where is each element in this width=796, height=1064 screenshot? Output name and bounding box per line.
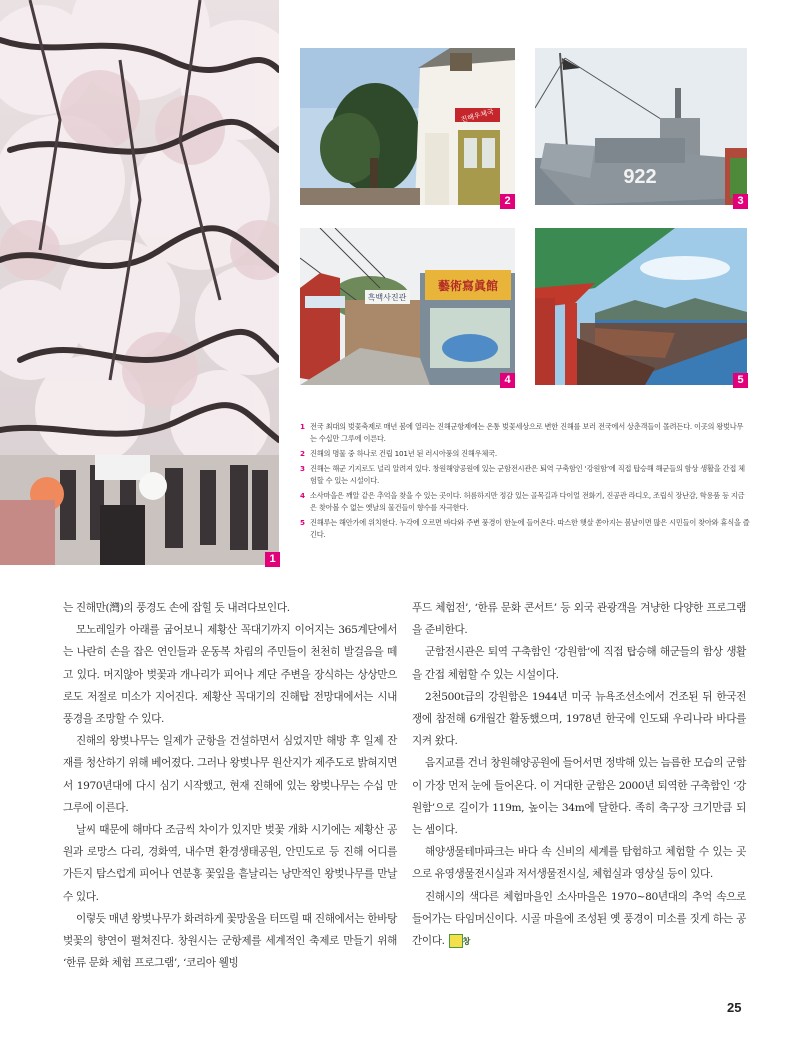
caption-text: 진해루는 해안가에 위치한다. 누각에 오르면 바다와 주변 풍경이 한눈에 들어온다. 따스한 햇살 쏟아지는 봄날이면 많은 시민들이 찾아와 휴식을 즐긴다. (310, 517, 750, 539)
photo-3-badge: 3 (733, 194, 748, 209)
photo-captions (300, 421, 750, 544)
caption-text: 소사마을은 깨알 같은 추억을 찾을 수 있는 곳이다. 허름하지만 정감 있는 골목길과 다이얼 전화기, 진공관 라디오, 조립식 장난감, 학용품 등 지금은 찾아볼 수 없는 옛날의 물건들이 향수를 자극한다. (310, 490, 745, 512)
photo-5-badge: 5 (733, 373, 748, 388)
caption-item (300, 517, 750, 541)
caption-item (300, 490, 750, 514)
sosa-sign-right: 藝術寫眞館 (437, 279, 499, 293)
caption-text: 전국 최대의 벚꽃축제로 매년 봄에 열리는 진해군항제에는 온통 벚꽃세상으로 변한 진해를 보러 전국에서 상춘객들이 몰려든다. 이곳의 왕벚나무는 수십만 그루에 이른다. (310, 422, 744, 444)
caption-number: 1 (300, 422, 305, 431)
body-paragraph: 2천500t급의 강원함은 1944년 미국 뉴욕조선소에서 건조된 뒤 한국전쟁에 참전해 6개월간 활동했으며, 1978년 한국에 인도돼 우리나라 바다를 지켜 왔다. (412, 690, 746, 748)
caption-item (300, 448, 750, 460)
caption-number: 2 (300, 449, 305, 458)
body-paragraph: 모노레일카 아래를 굽어보니 제황산 꼭대기까지 이어지는 365계단에서는 나란히 손을 잡은 연인들과 운동복 차림의 주민들이 천천히 발걸음을 떼고 있다. 머지않아 벚꽃과 개나리가 피어나 계단 주변을 장식하는 상상만으로도 저절로 미소가 지어진다. 제황산 꼭대기의 진해탑 전망대에서는 시내 풍경을 조망할 수 있다. (63, 624, 397, 726)
sosa-sign-left: 흑백사진관 (367, 293, 407, 302)
hull-number: 922 (623, 166, 657, 188)
body-paragraph: 군함전시관은 퇴역 구축함인 ‘강원함’에 직접 탑승해 해군들의 함상 생활을 간접 체험할 수 있는 시설이다. (412, 646, 746, 681)
warship-photo (535, 48, 747, 205)
photo-1-badge: 1 (265, 552, 280, 567)
caption-text: 진해의 명물 중 하나로 건립 101년 된 러시아풍의 진해우체국. (310, 449, 497, 458)
body-paragraph: 날씨 때문에 해마다 조금씩 차이가 있지만 벚꽃 개화 시기에는 제황산 공원과 로망스 다리, 경화역, 내수면 환경생태공원, 안민도로 등 진해 어디를 가든지 탐스럽게 피어나 연분홍 꽃잎을 흩날리는 낭만적인 왕벚나무를 만날 수 있다. (63, 824, 397, 903)
caption-number: 4 (300, 490, 305, 500)
body-paragraph: 푸드 체험전’, ‘한류 문화 콘서트’ 등 외국 관광객을 겨냥한 다양한 프로그램을 준비한다. (412, 602, 746, 637)
sea-view-photo (535, 228, 747, 385)
cherry-blossom-photo (0, 0, 279, 565)
post-office-photo (300, 48, 515, 205)
body-column-left (63, 597, 397, 974)
body-paragraph: 진해의 왕벚나무는 일제가 군항을 건설하면서 심었지만 해방 후 일제 잔재를 청산하기 위해 베어졌다. 그러나 왕벚나무 원산지가 제주도로 밝혀지면서 1970년대에 다시 심기 시작했고, 현재 진해에 있는 왕벚나무는 수십 만 그루에 이른다. (63, 735, 397, 814)
body-column-right (412, 597, 746, 952)
body-paragraph: 음지교를 건너 창원해양공원에 들어서면 정박해 있는 늠름한 모습의 군함이 가장 먼저 눈에 들어온다. 이 거대한 군함은 2000년 퇴역한 구축함인 ‘강원함’으로 길이가 119m, 높이는 34m에 달한다. 족히 축구장 크기만큼 되는 셈이다. (412, 757, 746, 837)
post-office-sign: 진해우체국 (459, 107, 495, 125)
page-number: 25 (727, 1000, 742, 1015)
end-mark-icon: 창 (449, 934, 463, 948)
caption-item (300, 421, 750, 445)
body-paragraph: 해양생물테마파크는 바다 속 신비의 세계를 탐험하고 체험할 수 있는 곳으로 유영생물전시실과 저서생물전시실, 체험실과 영상실 등이 있다. (412, 846, 746, 881)
sosa-village-photo (300, 228, 515, 385)
body-paragraph: 는 진해만(灣)의 풍경도 손에 잡힐 듯 내려다보인다. (63, 602, 290, 614)
caption-number: 5 (300, 517, 305, 527)
body-paragraph-text: 진해시의 색다른 체험마을인 소사마을은 1970~80년대의 추억 속으로 들어가는 타임머신이다. 시골 마을에 조성된 옛 풍경이 미소를 짓게 하는 공간이다. (412, 890, 746, 948)
photo-4-badge: 4 (500, 373, 515, 388)
body-paragraph: 이렇듯 매년 왕벚나무가 화려하게 꽃망울을 터뜨릴 때 진해에서는 한바탕 벚꽃의 향연이 펼쳐진다. 창원시는 군항제를 세계적인 축제로 만들기 위해 ‘한류 문화 체험 프로그램’, ‘코리아 웰빙 (63, 912, 397, 970)
caption-number: 3 (300, 463, 305, 473)
caption-text: 진해는 해군 기지로도 널리 알려져 있다. 창원해양공원에 있는 군함전시관은 퇴역 구축함인 ‘강원함’에 직접 탑승해 해군들의 함상 생활을 간접 체험할 수 있는 시설이다. (310, 463, 745, 485)
photo-2-badge: 2 (500, 194, 515, 209)
caption-item (300, 463, 750, 487)
body-paragraph-last (412, 886, 746, 953)
